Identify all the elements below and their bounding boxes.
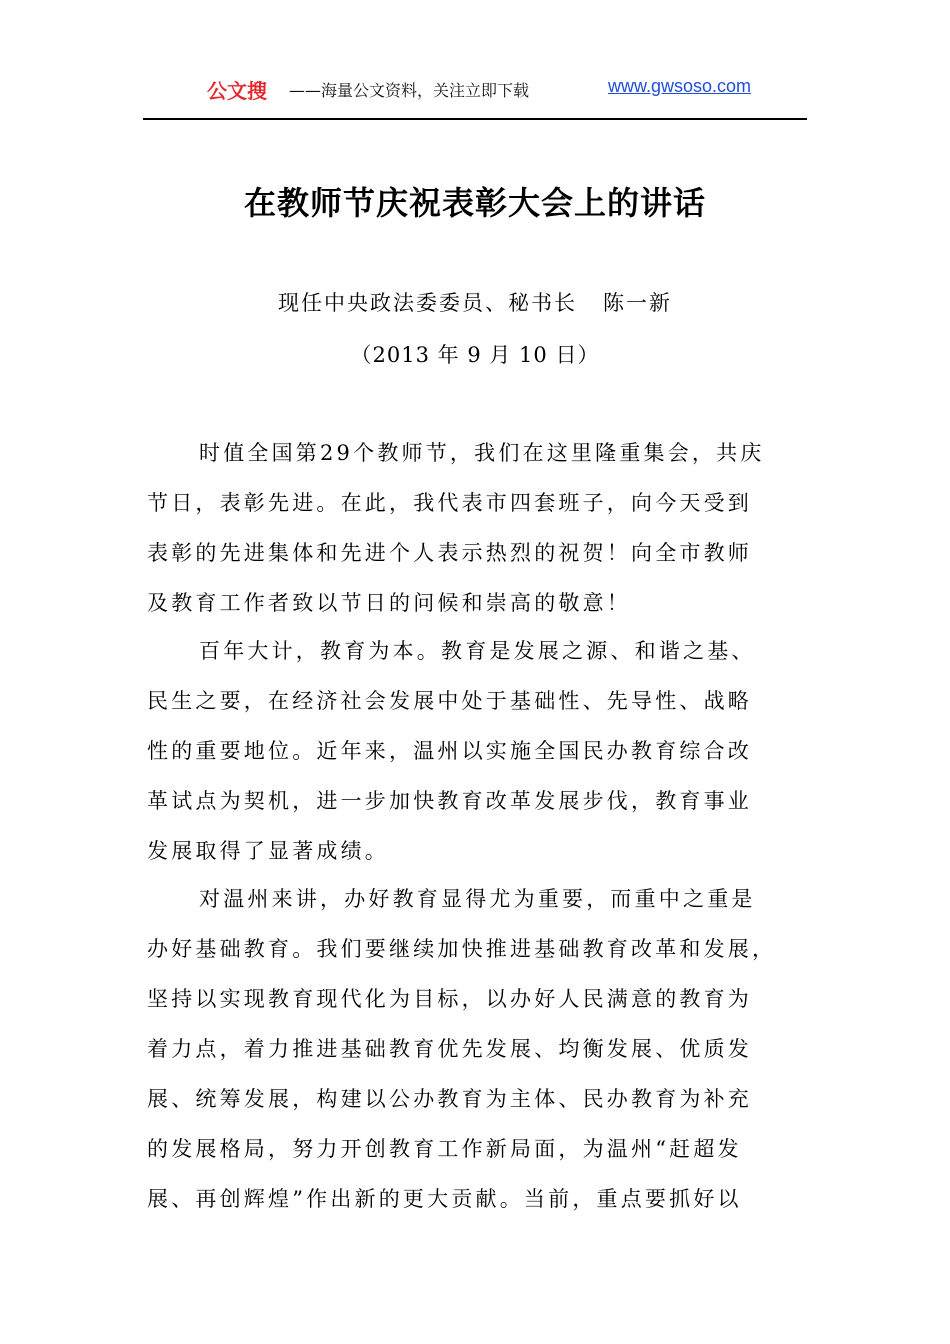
paragraph-line: 发展取得了显著成绩。 xyxy=(147,839,389,863)
body-paragraph xyxy=(147,626,797,876)
document-title: 在教师节庆祝表彰大会上的讲话 xyxy=(243,184,706,222)
body-paragraph xyxy=(147,874,797,1224)
paragraph-line: 办好基础教育。我们要继续加快推进基础教育改革和发展， xyxy=(147,937,777,961)
paragraph-line: 展、再创辉煌”作出新的更大贡献。当前，重点要抓好以 xyxy=(147,1187,742,1211)
brand-logo-text: 公文搜 xyxy=(207,79,267,103)
paragraph-line: 着力点，着力推进基础教育优先发展、均衡发展、优质发 xyxy=(147,1037,752,1061)
website-link[interactable]: www.gwsoso.com xyxy=(608,76,752,96)
body-paragraph xyxy=(147,428,797,628)
paragraph-line: 性的重要地位。近年来，温州以实施全国民办教育综合改 xyxy=(147,739,752,763)
speech-date: （2013 年 9 月 10 日） xyxy=(350,343,600,367)
paragraph-line: 及教育工作者致以节日的问候和崇高的敬意！ xyxy=(147,591,631,615)
paragraph-line: 展、统筹发展，构建以公办教育为主体、民办教育为补充 xyxy=(147,1087,752,1111)
paragraph-line: 百年大计，教育为本。教育是发展之源、和谐之基、 xyxy=(199,639,756,663)
paragraph-line: 对温州来讲，办好教育显得尤为重要，而重中之重是 xyxy=(199,887,756,911)
paragraph-line: 的发展格局，努力开创教育工作新局面，为温州“赶超发 xyxy=(147,1137,742,1161)
paragraph-line: 民生之要，在经济社会发展中处于基础性、先导性、战略 xyxy=(147,689,752,713)
author-byline: 现任中央政法委委员、秘书长 陈一新 xyxy=(277,291,673,315)
paragraph-line: 时值全国第29个教师节，我们在这里隆重集会，共庆 xyxy=(199,441,765,465)
paragraph-line: 坚持以实现教育现代化为目标，以办好人民满意的教育为 xyxy=(147,987,752,1011)
paragraph-line: 革试点为契机，进一步加快教育改革发展步伐，教育事业 xyxy=(147,789,752,813)
paragraph-line: 节日，表彰先进。在此，我代表市四套班子，向今天受到 xyxy=(147,491,752,515)
paragraph-line: 表彰的先进集体和先进个人表示热烈的祝贺！向全市教师 xyxy=(147,541,752,565)
page-header xyxy=(143,72,807,120)
header-slogan: ——海量公文资料，关注立即下载 xyxy=(289,81,530,100)
